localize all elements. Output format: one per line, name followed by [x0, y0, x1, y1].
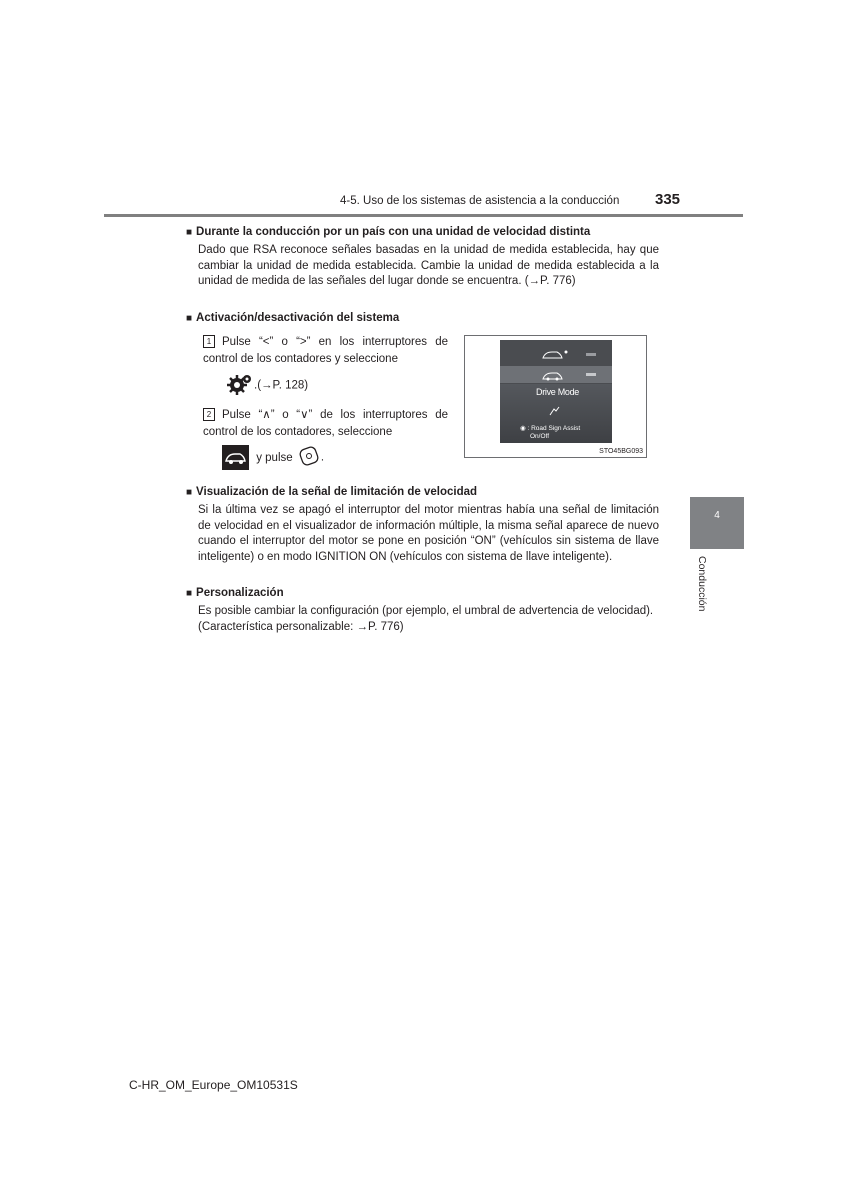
header-divider [104, 214, 743, 217]
chapter-tab [690, 497, 744, 549]
settings-gear-icon [226, 373, 254, 398]
step-1-icon-line [226, 373, 308, 398]
drive-mode-label: Drive Mode [536, 387, 580, 397]
bullet-square: ■ [186, 487, 193, 498]
page-number: 335 [655, 191, 681, 208]
road-sign-assist-label [520, 425, 580, 441]
footer-code: C-HR_OM_Europe_OM10531S [129, 1078, 298, 1092]
section-heading [186, 311, 659, 326]
indicator-selected [586, 373, 596, 376]
step-2-tail: y pulse [256, 451, 293, 464]
section-body: Si la última vez se apagó el interruptor del motor mientras había una señal de limitación de velocidad en el visualizador de información múltiple, la misma señal aparece de nuevo cuando el interruptor del motor se pone en posición “ON” (vehículos sin sistema de llave inteligente) o en modo IGNITION ON (vehículos con sistema de llave inteligente). [198, 504, 659, 563]
step-number: 2 [203, 408, 215, 421]
bullet-square: ■ [186, 588, 193, 599]
section-heading [186, 225, 659, 240]
section-body: Dado que RSA reconoce señales basadas en la unidad de medida establecida, hay que cambiar la unidad de medida establecida. Cambie la unidad de medida establecida a la unidad de medida de las señales del lugar donde se encuentra. (→P. 776) [198, 244, 659, 288]
section-heading [186, 586, 659, 601]
chapter-number: 4 [714, 510, 720, 521]
step-1 [203, 334, 448, 367]
bullet-dot-icon: ◉ [520, 425, 528, 432]
step-2 [203, 407, 448, 440]
section-body: Es posible cambiar la configuración (por ejemplo, el umbral de advertencia de velocidad). [198, 605, 654, 617]
indicator-top [586, 353, 596, 356]
heading-text: Durante la conducción por un país con una unidad de velocidad distinta [196, 226, 591, 238]
step-number: 1 [203, 335, 215, 348]
bullet-square: ■ [186, 313, 193, 324]
vehicle-icon-top [540, 347, 570, 365]
figure-display [464, 335, 647, 458]
section-activation [186, 311, 659, 326]
vehicle-settings-icon [222, 445, 249, 470]
step-text: Pulse “∧” o “∨” de los interruptores de control de los contadores, seleccione [203, 409, 448, 438]
section-heading [186, 485, 659, 500]
figure-code: STO45BG093 [599, 448, 643, 455]
section-unit [186, 225, 659, 290]
chapter-title: 4-5. Uso de los sistemas de asistencia a la conducción [340, 195, 620, 207]
heading-text: Activación/desactivación del sistema [196, 312, 400, 324]
step-2-icon-line [222, 445, 324, 470]
rsa-line-2: On/Off [530, 433, 550, 440]
section-display [186, 485, 659, 565]
rsa-line-1: : Road Sign Assist [527, 425, 581, 432]
step-text: Pulse “<” o “>” en los interruptores de control de los contadores y seleccione [203, 336, 448, 365]
chapter-label: Conducción [696, 556, 708, 612]
step-1-ref: .(→P. 128) [254, 379, 309, 392]
section-ref: (Característica personalizable: →P. 776) [198, 620, 404, 633]
bullet-square: ■ [186, 227, 193, 238]
heading-text: Personalización [196, 587, 284, 599]
ok-button-icon [299, 446, 321, 469]
section-custom [186, 586, 659, 635]
heading-text: Visualización de la señal de limitación de velocidad [196, 486, 478, 498]
hand-icon [548, 404, 562, 422]
step-2-end: . [320, 451, 325, 464]
multi-info-display [500, 340, 612, 443]
